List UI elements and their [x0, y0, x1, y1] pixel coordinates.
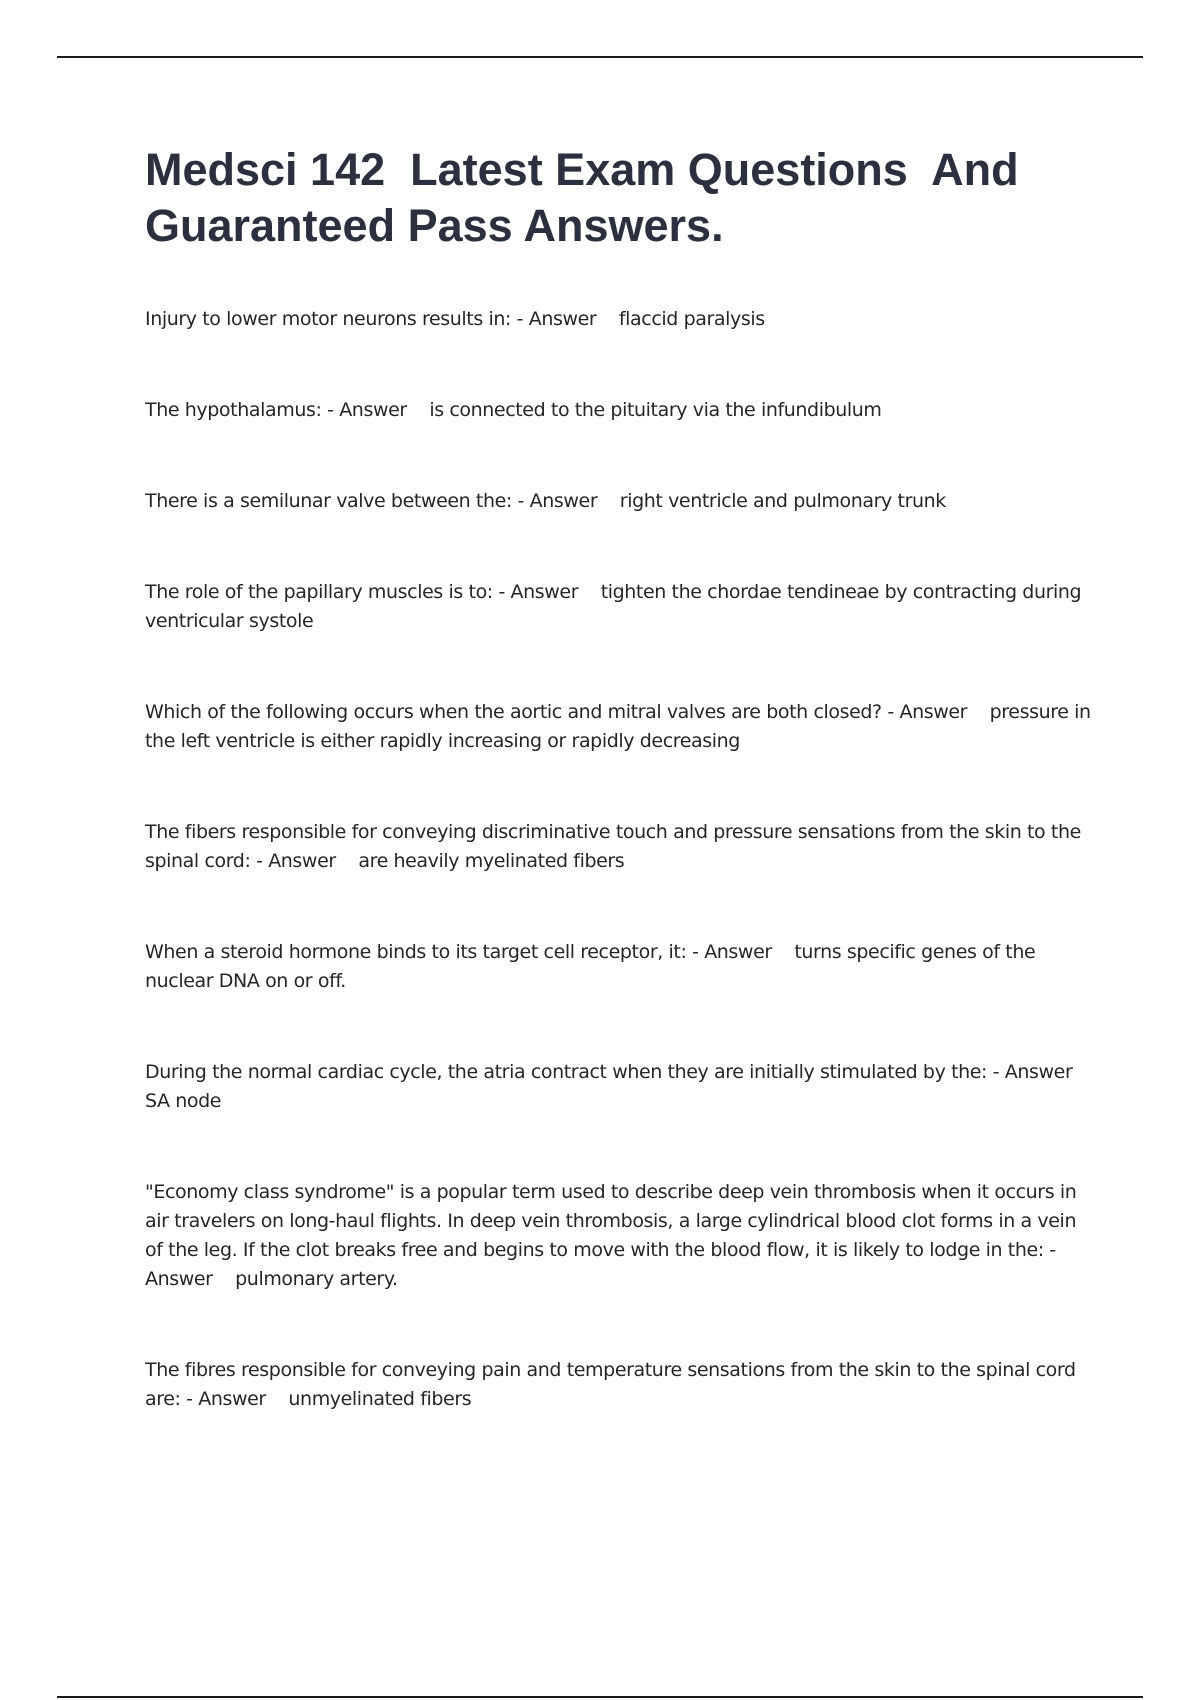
qa-item — [145, 818, 1095, 876]
document-title: Medsci 142 Latest Exam Questions And Guaranteed Pass Answers. — [145, 144, 1032, 251]
answer-separator: - Answer — [881, 701, 990, 723]
top-rule — [57, 56, 1143, 58]
question-text: Injury to lower motor neurons results in: — [145, 308, 512, 330]
answer-text: flaccid paralysis — [618, 308, 765, 330]
answer-text: unmyelinated fibers — [288, 1388, 472, 1410]
qa-item — [145, 578, 1095, 636]
answer-separator: - Answer — [492, 581, 601, 603]
qa-item — [145, 1178, 1095, 1294]
question-text: When a steroid hormone binds to its target cell receptor, it: — [145, 941, 687, 963]
qa-item — [145, 305, 1095, 334]
bottom-rule — [57, 1696, 1143, 1698]
qa-item — [145, 487, 1095, 516]
answer-separator: - Answer — [250, 850, 359, 872]
qa-item — [145, 698, 1095, 756]
question-text: The fibres responsible for conveying pain and temperature sensations from the skin to the spinal cord are: — [145, 1359, 1082, 1410]
question-text: Which of the following occurs when the aortic and mitral valves are both closed? — [145, 701, 882, 723]
answer-text: turns specific genes of the nuclear DNA on or off. — [145, 941, 1041, 992]
question-text: The role of the papillary muscles is to: — [145, 581, 493, 603]
answer-text: tighten the chordae tendineae by contracting during ventricular systole — [145, 581, 1087, 632]
qa-list — [145, 305, 1095, 1414]
qa-item — [145, 396, 1095, 425]
answer-text: SA node — [145, 1090, 222, 1112]
question-text: During the normal cardiac cycle, the atria contract when they are initially stimulated by the: — [145, 1061, 988, 1083]
document-body — [145, 142, 1095, 1476]
answer-separator: - Answer — [145, 1239, 1062, 1290]
qa-item — [145, 1058, 1095, 1116]
answer-text: are heavily myelinated fibers — [358, 850, 625, 872]
answer-text: pressure in the left ventricle is either rapidly increasing or rapidly decreasing — [145, 701, 1097, 752]
question-text: There is a semilunar valve between the: — [145, 490, 512, 512]
answer-text: pulmonary artery. — [235, 1268, 398, 1290]
question-text: The hypothalamus: — [145, 399, 322, 421]
answer-separator: - Answer — [987, 1061, 1095, 1083]
qa-item — [145, 938, 1095, 996]
answer-text: is connected to the pituitary via the infundibulum — [429, 399, 882, 421]
answer-separator: - Answer — [180, 1388, 289, 1410]
qa-item — [145, 1356, 1095, 1414]
answer-separator: - Answer — [511, 308, 619, 330]
answer-separator: - Answer — [321, 399, 430, 421]
answer-separator: - Answer — [511, 490, 620, 512]
answer-separator: - Answer — [686, 941, 795, 963]
answer-text: right ventricle and pulmonary trunk — [619, 490, 946, 512]
question-text: The fibers responsible for conveying discriminative touch and pressure sensations from the skin to the spinal cord: — [145, 821, 1087, 872]
question-text: "Economy class syndrome" is a popular term used to describe deep vein thrombosis when it occurs in air travelers on long-haul flights. In deep vein thrombosis, a large cylindrical blood clot forms in a vein of the leg. If the clot breaks free and begins to move with the blood flow, it is likely to lodge in the: — [145, 1181, 1083, 1261]
